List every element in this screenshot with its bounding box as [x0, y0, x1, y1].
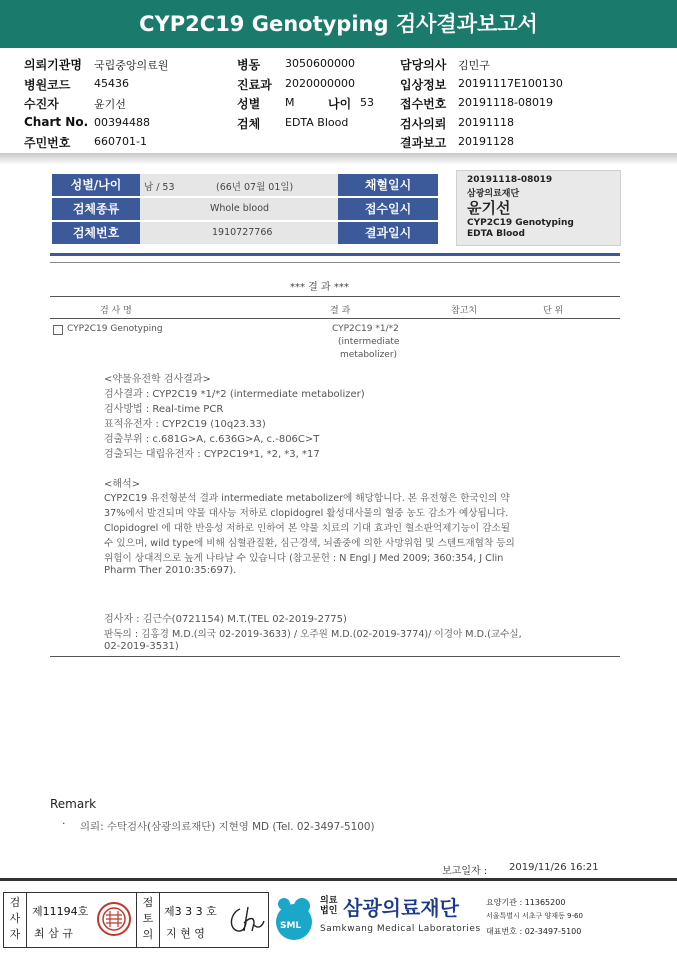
header-value: 20191117E100130: [458, 77, 563, 90]
header-value: 20191118: [458, 116, 514, 129]
remark-text: 의뢰: 수탁검사(삼광의료재단) 지현영 MD (Tel. 02-3497-5100): [80, 821, 375, 833]
header-label: 담당의사: [400, 58, 447, 72]
signature-box: [3, 892, 269, 948]
interpretation-line: 수 있으며, wild type에 비해 심혈관질환, 심근경색, 뇌졸중에 의한 사망위험 및 스텐트재협착 등의: [104, 538, 515, 549]
interpretation-line: Pharm Ther 2010:35:697).: [104, 565, 237, 576]
label-specimen: EDTA Blood: [467, 229, 525, 239]
table-underline: [50, 253, 620, 256]
label-patient-name: 윤기선: [467, 199, 511, 217]
org-prefix: [320, 896, 337, 916]
header-label: 성별: [237, 97, 261, 111]
info-value-row: [140, 198, 338, 220]
inspector-no: 제11194호: [32, 905, 89, 918]
header-value: 00394488: [94, 116, 150, 129]
org-prefix-line: 의료: [320, 896, 338, 906]
header-label: 입상정보: [400, 78, 447, 92]
divider: [50, 656, 620, 657]
info-right-label: 접수일시: [338, 198, 438, 220]
info-label: 성별/나이: [52, 174, 140, 196]
checkbox-icon: [53, 325, 63, 335]
org-info-line: 대표번호 : 02-3497-5100: [486, 927, 582, 936]
divider: [50, 296, 620, 297]
inspector-label-cell: [4, 893, 27, 947]
org-prefix-line: 법인: [320, 906, 338, 916]
reviewer-label-cell: [136, 893, 160, 947]
inspector-name: 최 삼 규: [34, 927, 73, 940]
header-value: 2020000000: [285, 77, 355, 90]
header-label: 접수번호: [400, 97, 447, 111]
header-value: EDTA Blood: [285, 116, 349, 129]
pgx-line: <약물유전학 검사결과>: [104, 374, 211, 385]
col-header-test-name: 검 사 명: [100, 306, 132, 316]
interpretation-line: CYP2C19 유전형분석 결과 intermediate metabolizer에 해당합니다. 본 유전형은 한국인의 약: [104, 493, 510, 504]
header-label: 병동: [237, 58, 261, 72]
interpretation-line: 위험이 상대적으로 높게 나타날 수 있습니다 (참고문헌 : N Engl J Med 2009; 360:354, J Clin: [104, 553, 504, 564]
test-name: CYP2C19 Genotyping: [67, 324, 163, 334]
org-name: 삼광의료재단: [343, 896, 459, 920]
report-date-value: 2019/11/26 16:21: [509, 862, 599, 873]
divider: [50, 318, 620, 319]
info-value-row: [140, 174, 338, 196]
pgx-line: 검사결과 : CYP2C19 *1/*2 (intermediate metabolizer): [104, 389, 365, 400]
reviewer-name: 지 현 영: [166, 927, 205, 940]
info-value: 남 / 53: [144, 182, 175, 193]
header-value: 김민구: [458, 59, 490, 72]
pgx-line: 표적유전자 : CYP2C19 (10q23.33): [104, 419, 266, 430]
info-label: 검체종류: [52, 198, 140, 220]
col-header-result: 결 과: [330, 306, 351, 316]
sml-logo-icon: [272, 894, 316, 942]
reviewer-no: 제3 3 3 호: [164, 905, 217, 918]
header-value: 20191118-08019: [458, 96, 553, 109]
result-line: (intermediate: [338, 337, 400, 347]
header-value: 국립중앙의료원: [94, 59, 169, 72]
results-heading: *** 결 과 ***: [290, 282, 349, 293]
label-org: 삼광의료재단: [467, 189, 520, 199]
inspector-label: 검사자: [9, 896, 21, 941]
result-line: metabolizer): [340, 350, 398, 360]
info-value-row: [140, 222, 338, 244]
remark-bullet: ·: [62, 817, 66, 830]
pgx-line: 검출되는 대립유전자 : CYP2C19*1, *2, *3, *17: [104, 449, 320, 460]
info-value: 1910727766: [212, 227, 273, 238]
logo-text: SML: [280, 921, 302, 931]
signature-icon: [226, 903, 266, 937]
header-label: 검사의뢰: [400, 117, 447, 131]
pgx-line: 검출부위 : c.681G>A, c.636G>A, c.-806C>T: [104, 434, 320, 445]
signoff-line: 검사자 : 김근수(0721154) M.T.(TEL 02-2019-2775): [104, 614, 347, 625]
info-right-label: 채혈일시: [338, 174, 438, 196]
divider: [0, 878, 677, 881]
label-accession: 20191118-08019: [467, 175, 553, 185]
reviewer-label: 점토의: [142, 896, 154, 941]
header-label: 검체: [237, 117, 261, 131]
header-value: M: [285, 96, 295, 109]
header-label: 진료과: [237, 78, 272, 92]
pgx-line: 검사방법 : Real-time PCR: [104, 404, 224, 415]
header-label: 수진자: [24, 97, 59, 111]
org-name-en: Samkwang Medical Laboratories: [320, 924, 481, 934]
specimen-label-card: [456, 170, 621, 246]
org-info-line: 요양기관 : 11365200: [486, 898, 566, 907]
header-label: 병원코드: [24, 78, 71, 92]
header-value: 윤기선: [94, 98, 126, 111]
info-right-label: 결과일시: [338, 222, 438, 244]
label-test: CYP2C19 Genotyping: [467, 218, 574, 228]
report-date-label: 보고일자 :: [442, 866, 488, 877]
header-value: 45436: [94, 77, 129, 90]
age-value: 53: [360, 96, 374, 109]
header-value: 3050600000: [285, 57, 355, 70]
divider: [50, 262, 620, 263]
interpretation-line: Clopidogrel 에 대한 반응성 저하로 인하여 본 약물 치료의 기대 효과인 혈소판억제기능이 감소될: [104, 523, 511, 534]
header-value: 20191128: [458, 135, 514, 148]
header-label: 의뢰기관명: [24, 58, 82, 72]
header-value: 660701-1: [94, 135, 147, 148]
header-label: Chart No.: [24, 115, 89, 129]
header-divider: [0, 153, 677, 165]
age-label: 나이: [328, 97, 352, 111]
info-label: 검체번호: [52, 222, 140, 244]
result-line: CYP2C19 *1/*2: [332, 324, 399, 334]
info-extra: (66년 07월 01일): [216, 182, 294, 193]
col-header-reference: 참고치: [451, 306, 478, 316]
signoff-line: 02-2019-3531): [104, 641, 179, 652]
org-info-line: 서울특별시 서초구 양재동 9-60: [486, 912, 583, 920]
col-header-unit: 단 위: [543, 306, 564, 316]
interpretation-line: <해석>: [104, 479, 141, 490]
remark-title: Remark: [50, 797, 97, 811]
interpretation-line: 37%에서 발견되며 약물 대사능 저하로 clopidogrel 활성대사물의 혈중 농도 감소가 예상됩니다.: [104, 508, 509, 519]
seal-stamp-icon: [96, 901, 132, 937]
header-label: 주민번호: [24, 136, 71, 150]
report-title: CYP2C19 Genotyping 검사결과보고서: [0, 0, 677, 48]
signoff-line: 판독의 : 김홍경 M.D.(의국 02-2019-3633) / 오주원 M.D.(02-2019-3774)/ 이경아 M.D.(교수실,: [104, 629, 522, 640]
header-label: 결과보고: [400, 136, 447, 150]
info-value: Whole blood: [210, 203, 270, 214]
